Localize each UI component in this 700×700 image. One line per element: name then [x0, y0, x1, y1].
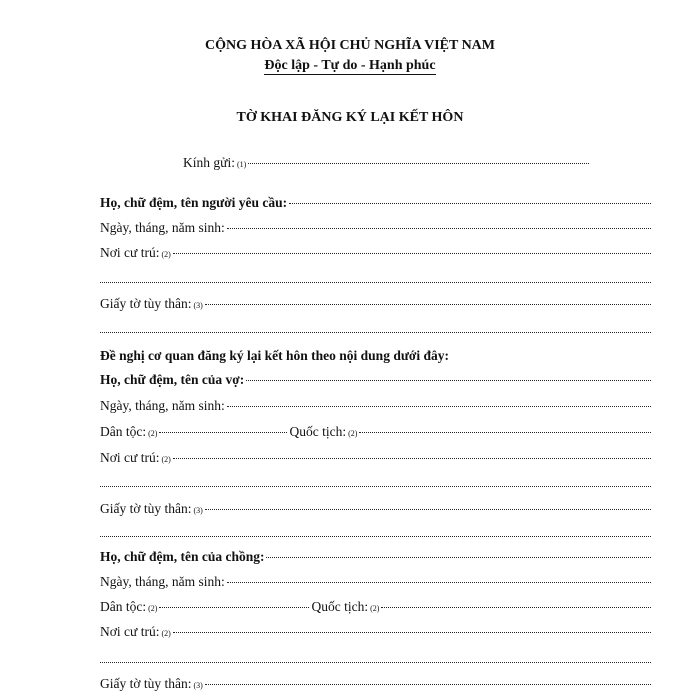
husband-residence-note: (2)	[161, 629, 171, 638]
recipient-field[interactable]	[248, 162, 589, 164]
requester-id-note: (3)	[193, 301, 203, 310]
wife-name-row	[100, 372, 651, 388]
requester-name-field[interactable]	[289, 202, 651, 204]
husband-ethnicity-field[interactable]	[159, 606, 309, 608]
requester-id-row	[100, 296, 651, 312]
wife-id-note: (3)	[193, 506, 203, 515]
requester-name-label: Họ, chữ đệm, tên người yêu cầu:	[100, 195, 288, 210]
husband-nationality-field[interactable]	[381, 606, 651, 608]
husband-residence-label: Nơi cư trú:	[100, 624, 160, 639]
wife-nationality-note: (2)	[348, 429, 358, 438]
wife-name-label: Họ, chữ đệm, tên của vợ:	[100, 372, 245, 387]
wife-dob-field[interactable]	[227, 405, 651, 407]
husband-name-field[interactable]	[266, 556, 651, 558]
requester-residence-row	[100, 245, 651, 261]
requester-dob-row	[100, 220, 651, 236]
requester-residence-field[interactable]	[173, 252, 651, 254]
husband-id-field[interactable]	[205, 683, 651, 685]
requester-id-field-line2[interactable]	[100, 332, 651, 333]
husband-ethnicity-note: (2)	[148, 604, 158, 613]
wife-id-field-line2[interactable]	[100, 536, 651, 537]
husband-ethnicity-label: Dân tộc:	[100, 599, 147, 614]
wife-residence-label: Nơi cư trú:	[100, 450, 160, 465]
wife-id-field[interactable]	[205, 508, 651, 510]
recipient-row	[183, 155, 589, 171]
wife-id-row	[100, 501, 651, 517]
wife-dob-row	[100, 398, 651, 414]
wife-nationality-field[interactable]	[359, 431, 651, 433]
requester-dob-label: Ngày, tháng, năm sinh:	[100, 220, 225, 235]
requester-id-label: Giấy tờ tùy thân:	[100, 296, 192, 311]
husband-dob-label: Ngày, tháng, năm sinh:	[100, 574, 225, 589]
husband-id-row	[100, 676, 651, 692]
requester-residence-label: Nơi cư trú:	[100, 245, 160, 260]
husband-residence-field-line2[interactable]	[100, 662, 651, 663]
requester-id-field[interactable]	[205, 303, 651, 305]
husband-residence-field[interactable]	[173, 631, 651, 633]
husband-id-label: Giấy tờ tùy thân:	[100, 676, 192, 691]
wife-dob-label: Ngày, tháng, năm sinh:	[100, 398, 225, 413]
wife-name-field[interactable]	[246, 379, 651, 381]
husband-name-label: Họ, chữ đệm, tên của chồng:	[100, 549, 265, 564]
recipient-note: (1)	[236, 160, 247, 169]
form-title: TỜ KHAI ĐĂNG KÝ LẠI KẾT HÔN	[236, 110, 464, 125]
wife-residence-field-line2[interactable]	[100, 486, 651, 487]
husband-ethnicity-nationality-row	[100, 599, 651, 615]
requester-name-row	[100, 195, 651, 211]
wife-ethnicity-field[interactable]	[159, 431, 287, 433]
national-motto	[0, 58, 700, 74]
wife-nationality-label: Quốc tịch:	[289, 424, 347, 439]
request-statement-row	[100, 348, 651, 364]
national-heading: CỘNG HÒA XÃ HỘI CHỦ NGHĨA VIỆT NAM	[204, 38, 495, 53]
wife-ethnicity-nationality-row	[100, 424, 651, 440]
husband-name-row	[100, 549, 651, 565]
husband-nationality-label: Quốc tịch:	[311, 599, 369, 614]
requester-residence-field-line2[interactable]	[100, 282, 651, 283]
request-statement: Đề nghị cơ quan đăng ký lại kết hôn theo nội dung dưới đây:	[100, 348, 450, 363]
requester-dob-field[interactable]	[227, 227, 651, 229]
wife-residence-row	[100, 450, 651, 466]
husband-dob-row	[100, 574, 651, 590]
wife-residence-note: (2)	[161, 455, 171, 464]
requester-residence-note: (2)	[161, 250, 171, 259]
recipient-label: Kính gửi:	[183, 155, 235, 170]
husband-id-note: (3)	[193, 681, 203, 690]
husband-nationality-note: (2)	[370, 604, 380, 613]
husband-dob-field[interactable]	[227, 581, 651, 583]
wife-id-label: Giấy tờ tùy thân:	[100, 501, 192, 516]
motto-text: Độc lập - Tự do - Hạnh phúc	[264, 58, 436, 73]
husband-residence-row	[100, 624, 651, 640]
wife-ethnicity-note: (2)	[148, 429, 158, 438]
wife-residence-field[interactable]	[173, 457, 651, 459]
wife-ethnicity-label: Dân tộc:	[100, 424, 147, 439]
